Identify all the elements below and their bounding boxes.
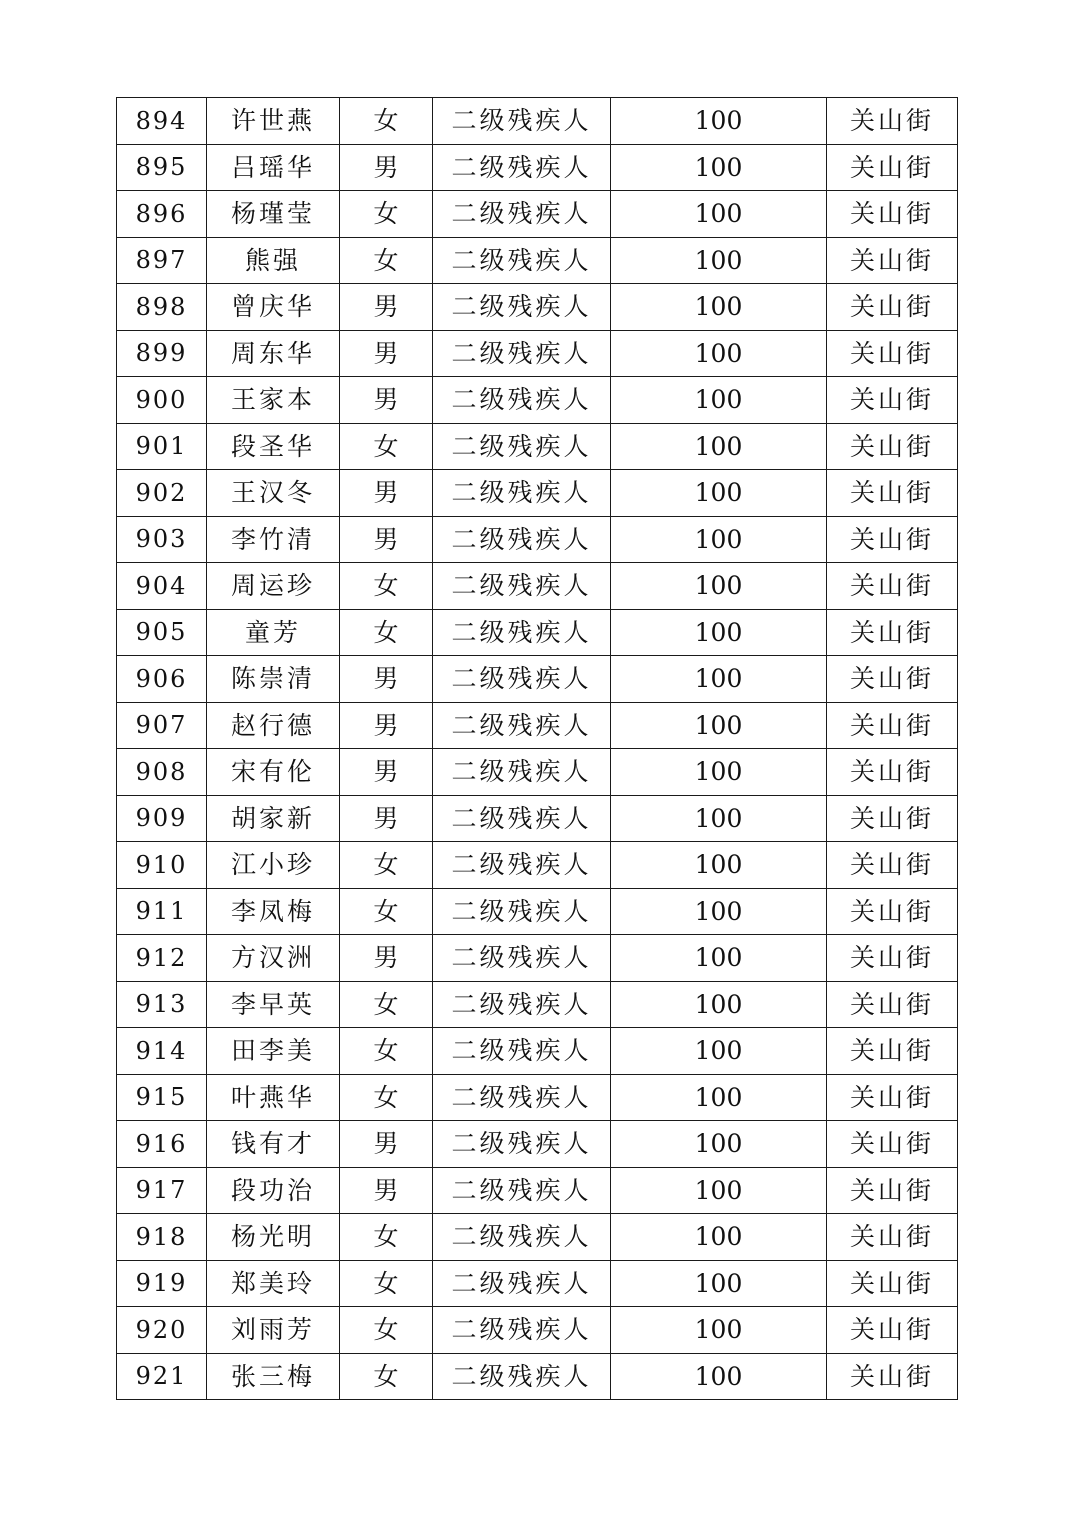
table-row [117,1353,958,1400]
table-row [117,191,958,238]
serial-number-cell: 901 [117,423,207,470]
table-row [117,795,958,842]
street-cell: 关山街 [827,1167,958,1214]
serial-number-cell: 894 [117,98,207,145]
table-row [117,516,958,563]
serial-number-cell: 920 [117,1307,207,1354]
amount-cell: 100 [611,237,827,284]
amount-cell: 100 [611,98,827,145]
disability-level-cell: 二级残疾人 [433,1307,611,1354]
table-row [117,1121,958,1168]
disability-level-cell: 二级残疾人 [433,749,611,796]
amount-cell: 100 [611,470,827,517]
gender-cell: 女 [340,888,433,935]
person-name-cell: 叶燕华 [207,1074,340,1121]
table-row [117,144,958,191]
table-row [117,1214,958,1261]
serial-number-cell: 919 [117,1260,207,1307]
serial-number-cell: 895 [117,144,207,191]
amount-cell: 100 [611,795,827,842]
disability-level-cell: 二级残疾人 [433,423,611,470]
gender-cell: 女 [340,1028,433,1075]
amount-cell: 100 [611,1121,827,1168]
serial-number-cell: 912 [117,935,207,982]
amount-cell: 100 [611,1028,827,1075]
person-name-cell: 王家本 [207,377,340,424]
street-cell: 关山街 [827,795,958,842]
table-row [117,842,958,889]
table-row [117,423,958,470]
serial-number-cell: 899 [117,330,207,377]
gender-cell: 女 [340,1074,433,1121]
street-cell: 关山街 [827,749,958,796]
person-name-cell: 王汉冬 [207,470,340,517]
disability-level-cell: 二级残疾人 [433,1260,611,1307]
amount-cell: 100 [611,1167,827,1214]
street-cell: 关山街 [827,1260,958,1307]
disability-level-cell: 二级残疾人 [433,656,611,703]
street-cell: 关山街 [827,609,958,656]
street-cell: 关山街 [827,1121,958,1168]
person-name-cell: 周东华 [207,330,340,377]
table-row [117,470,958,517]
disability-level-cell: 二级残疾人 [433,1074,611,1121]
disability-level-cell: 二级残疾人 [433,330,611,377]
table-row [117,284,958,331]
amount-cell: 100 [611,1260,827,1307]
street-cell: 关山街 [827,98,958,145]
gender-cell: 男 [340,702,433,749]
serial-number-cell: 897 [117,237,207,284]
amount-cell: 100 [611,377,827,424]
table-row [117,1307,958,1354]
table-row [117,1167,958,1214]
person-name-cell: 江小珍 [207,842,340,889]
table-row [117,563,958,610]
person-name-cell: 童芳 [207,609,340,656]
gender-cell: 女 [340,423,433,470]
table-row [117,1074,958,1121]
table-row [117,935,958,982]
table-row [117,98,958,145]
gender-cell: 女 [340,1214,433,1261]
gender-cell: 男 [340,330,433,377]
table-row [117,377,958,424]
disability-level-cell: 二级残疾人 [433,1167,611,1214]
disability-level-cell: 二级残疾人 [433,1028,611,1075]
street-cell: 关山街 [827,191,958,238]
disability-level-cell: 二级残疾人 [433,888,611,935]
serial-number-cell: 909 [117,795,207,842]
amount-cell: 100 [611,191,827,238]
gender-cell: 男 [340,144,433,191]
person-name-cell: 胡家新 [207,795,340,842]
gender-cell: 女 [340,191,433,238]
table-row [117,1260,958,1307]
serial-number-cell: 914 [117,1028,207,1075]
serial-number-cell: 916 [117,1121,207,1168]
gender-cell: 男 [340,935,433,982]
table-row [117,609,958,656]
gender-cell: 男 [340,1121,433,1168]
street-cell: 关山街 [827,237,958,284]
amount-cell: 100 [611,284,827,331]
person-name-cell: 刘雨芳 [207,1307,340,1354]
serial-number-cell: 915 [117,1074,207,1121]
serial-number-cell: 918 [117,1214,207,1261]
gender-cell: 女 [340,981,433,1028]
person-name-cell: 赵行德 [207,702,340,749]
person-name-cell: 方汉洲 [207,935,340,982]
disability-level-cell: 二级残疾人 [433,377,611,424]
disability-level-cell: 二级残疾人 [433,935,611,982]
amount-cell: 100 [611,1353,827,1400]
gender-cell: 女 [340,98,433,145]
street-cell: 关山街 [827,516,958,563]
serial-number-cell: 907 [117,702,207,749]
amount-cell: 100 [611,563,827,610]
street-cell: 关山街 [827,1214,958,1261]
gender-cell: 男 [340,795,433,842]
person-name-cell: 张三梅 [207,1353,340,1400]
street-cell: 关山街 [827,935,958,982]
street-cell: 关山街 [827,377,958,424]
table-row [117,888,958,935]
person-name-cell: 郑美玲 [207,1260,340,1307]
gender-cell: 女 [340,563,433,610]
person-name-cell: 宋有伦 [207,749,340,796]
gender-cell: 男 [340,284,433,331]
person-name-cell: 熊强 [207,237,340,284]
amount-cell: 100 [611,888,827,935]
amount-cell: 100 [611,1307,827,1354]
serial-number-cell: 921 [117,1353,207,1400]
street-cell: 关山街 [827,1307,958,1354]
roster-table-body [117,98,958,1400]
street-cell: 关山街 [827,284,958,331]
amount-cell: 100 [611,516,827,563]
amount-cell: 100 [611,981,827,1028]
amount-cell: 100 [611,1214,827,1261]
roster-table [116,97,958,1400]
serial-number-cell: 900 [117,377,207,424]
disability-level-cell: 二级残疾人 [433,98,611,145]
street-cell: 关山街 [827,330,958,377]
amount-cell: 100 [611,144,827,191]
disability-level-cell: 二级残疾人 [433,563,611,610]
person-name-cell: 曾庆华 [207,284,340,331]
table-row [117,981,958,1028]
street-cell: 关山街 [827,702,958,749]
gender-cell: 女 [340,1260,433,1307]
serial-number-cell: 910 [117,842,207,889]
disability-level-cell: 二级残疾人 [433,609,611,656]
street-cell: 关山街 [827,423,958,470]
street-cell: 关山街 [827,888,958,935]
disability-level-cell: 二级残疾人 [433,144,611,191]
table-row [117,656,958,703]
person-name-cell: 周运珍 [207,563,340,610]
street-cell: 关山街 [827,1074,958,1121]
gender-cell: 女 [340,237,433,284]
disability-level-cell: 二级残疾人 [433,981,611,1028]
gender-cell: 男 [340,749,433,796]
serial-number-cell: 903 [117,516,207,563]
table-row [117,237,958,284]
amount-cell: 100 [611,330,827,377]
disability-level-cell: 二级残疾人 [433,1353,611,1400]
amount-cell: 100 [611,842,827,889]
amount-cell: 100 [611,423,827,470]
amount-cell: 100 [611,702,827,749]
disability-level-cell: 二级残疾人 [433,1214,611,1261]
person-name-cell: 陈崇清 [207,656,340,703]
person-name-cell: 李凤梅 [207,888,340,935]
person-name-cell: 李竹清 [207,516,340,563]
disability-level-cell: 二级残疾人 [433,516,611,563]
gender-cell: 女 [340,842,433,889]
gender-cell: 女 [340,1307,433,1354]
gender-cell: 男 [340,377,433,424]
street-cell: 关山街 [827,842,958,889]
serial-number-cell: 906 [117,656,207,703]
street-cell: 关山街 [827,1353,958,1400]
serial-number-cell: 902 [117,470,207,517]
table-row [117,330,958,377]
street-cell: 关山街 [827,563,958,610]
disability-level-cell: 二级残疾人 [433,1121,611,1168]
gender-cell: 男 [340,470,433,517]
person-name-cell: 段圣华 [207,423,340,470]
person-name-cell: 吕瑶华 [207,144,340,191]
serial-number-cell: 898 [117,284,207,331]
amount-cell: 100 [611,935,827,982]
person-name-cell: 杨光明 [207,1214,340,1261]
person-name-cell: 杨瑾莹 [207,191,340,238]
amount-cell: 100 [611,1074,827,1121]
gender-cell: 女 [340,1353,433,1400]
gender-cell: 女 [340,609,433,656]
disability-level-cell: 二级残疾人 [433,284,611,331]
serial-number-cell: 917 [117,1167,207,1214]
serial-number-cell: 908 [117,749,207,796]
disability-level-cell: 二级残疾人 [433,191,611,238]
serial-number-cell: 911 [117,888,207,935]
amount-cell: 100 [611,749,827,796]
street-cell: 关山街 [827,656,958,703]
person-name-cell: 段功治 [207,1167,340,1214]
gender-cell: 男 [340,656,433,703]
street-cell: 关山街 [827,1028,958,1075]
person-name-cell: 李早英 [207,981,340,1028]
serial-number-cell: 905 [117,609,207,656]
gender-cell: 男 [340,516,433,563]
person-name-cell: 钱有才 [207,1121,340,1168]
amount-cell: 100 [611,609,827,656]
serial-number-cell: 913 [117,981,207,1028]
disability-level-cell: 二级残疾人 [433,470,611,517]
person-name-cell: 田李美 [207,1028,340,1075]
amount-cell: 100 [611,656,827,703]
serial-number-cell: 904 [117,563,207,610]
disability-level-cell: 二级残疾人 [433,237,611,284]
gender-cell: 男 [340,1167,433,1214]
street-cell: 关山街 [827,981,958,1028]
disability-level-cell: 二级残疾人 [433,795,611,842]
serial-number-cell: 896 [117,191,207,238]
street-cell: 关山街 [827,144,958,191]
street-cell: 关山街 [827,470,958,517]
table-row [117,702,958,749]
person-name-cell: 许世燕 [207,98,340,145]
table-row [117,1028,958,1075]
table-row [117,749,958,796]
disability-level-cell: 二级残疾人 [433,702,611,749]
disability-level-cell: 二级残疾人 [433,842,611,889]
